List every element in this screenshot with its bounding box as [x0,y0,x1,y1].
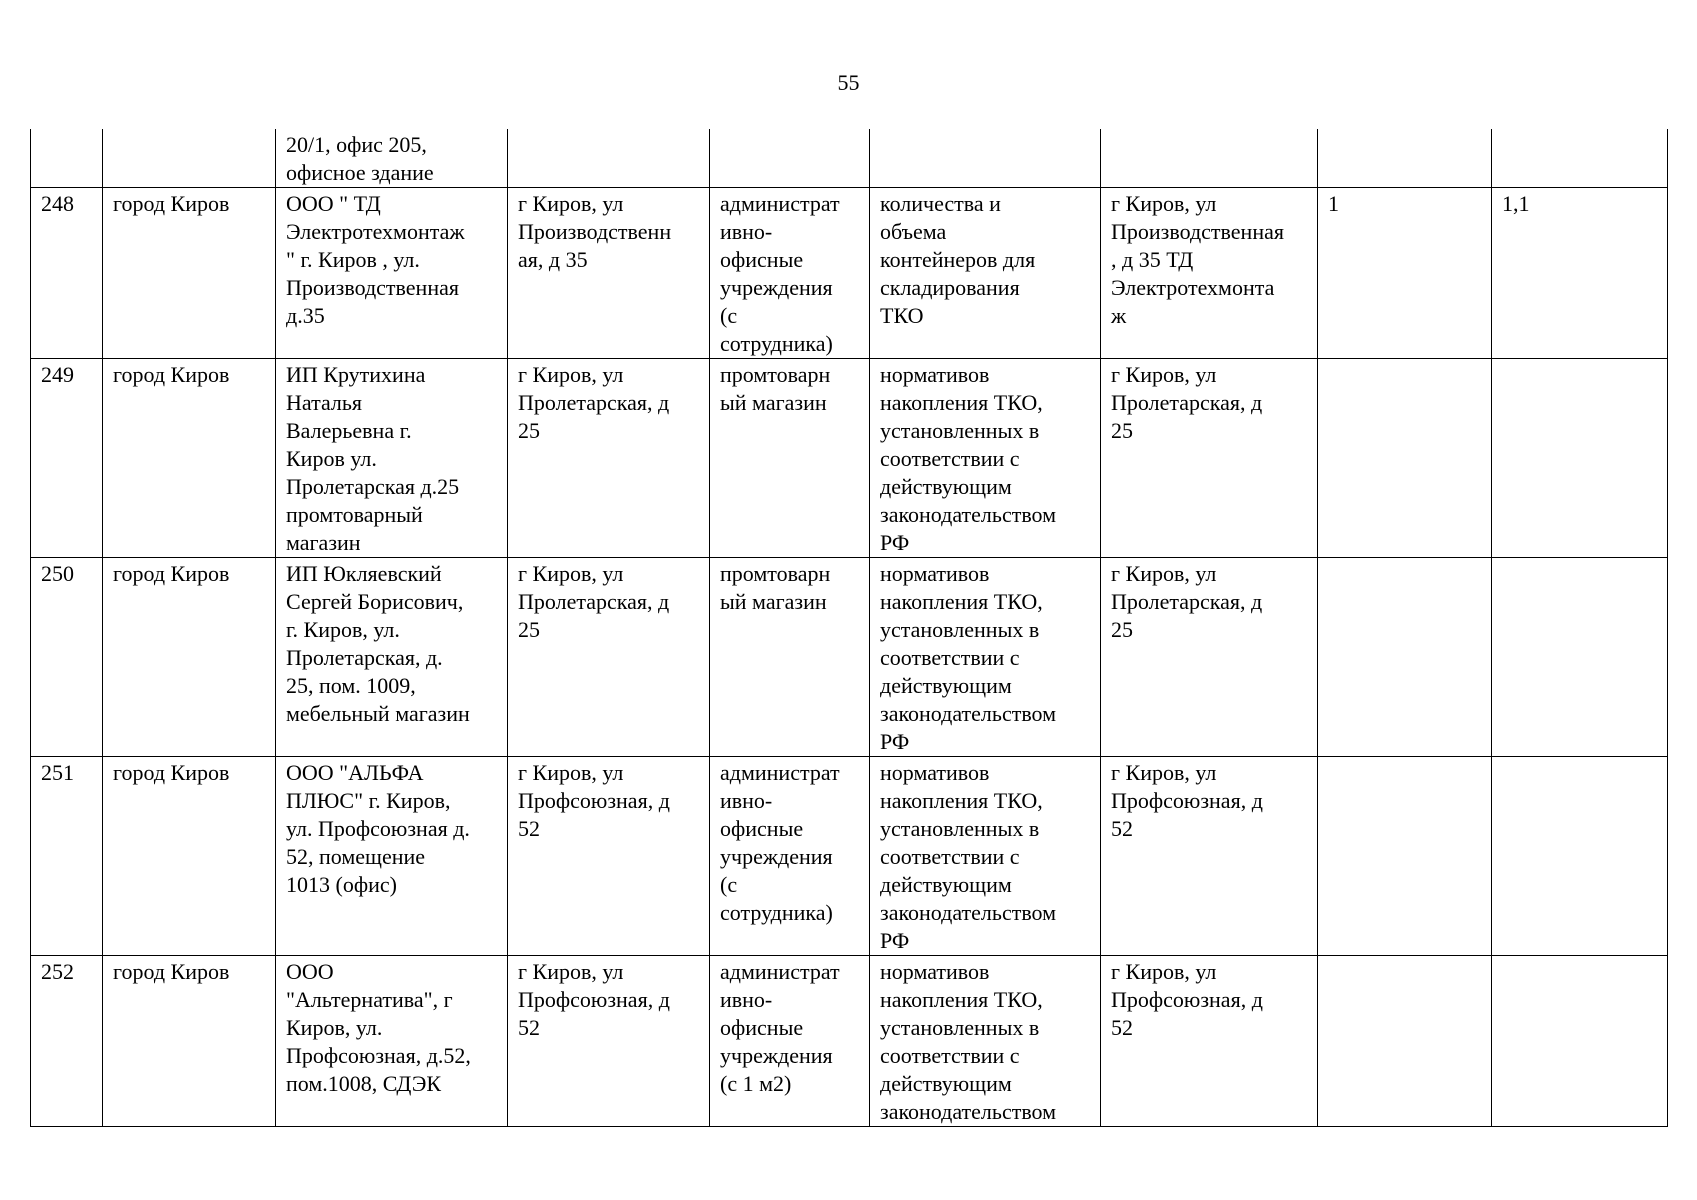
cell-waste-generator: ИП Крутихина Наталья Валерьевна г. Киров ул. Пролетарская д.25 промтоварный магазин [276,359,508,558]
cell-basis [870,129,1101,188]
cell-containers [1318,129,1492,188]
cell-waste-generator: ООО "АЛЬФА ПЛЮС" г. Киров, ул. Профсоюзная д. 52, помещение 1013 (офис) [276,757,508,956]
cell-waste-generator: ООО " ТД Электротехмонтаж " г. Киров , ул. Производственная д.35 [276,188,508,359]
cell-municipality: город Киров [103,956,276,1127]
cell-site: г Киров, ул Пролетарская, д 25 [1101,558,1318,757]
cell-site: г Киров, ул Профсоюзная, д 52 [1101,757,1318,956]
cell-activity: администрат ивно- офисные учреждения (с 1 м2) [710,956,870,1127]
cell-site: г Киров, ул Профсоюзная, д 52 [1101,956,1318,1127]
cell-activity: промтоварн ый магазин [710,558,870,757]
cell-number: 248 [31,188,103,359]
cell-site: г Киров, ул Пролетарская, д 25 [1101,359,1318,558]
cell-volume [1492,757,1668,956]
cell-address: г Киров, ул Производственн ая, д 35 [508,188,710,359]
cell-basis: нормативов накопления ТКО, установленных в соответствии с действующим законодательством РФ [870,757,1101,956]
cell-waste-generator: ИП Юкляевский Сергей Борисович, г. Киров, ул. Пролетарская, д. 25, пом. 1009, мебельный магазин [276,558,508,757]
table-row [31,129,1668,188]
cell-number [31,129,103,188]
cell-basis: количества и объема контейнеров для складирования ТКО [870,188,1101,359]
cell-municipality [103,129,276,188]
cell-address: г Киров, ул Пролетарская, д 25 [508,558,710,757]
cell-address [508,129,710,188]
cell-waste-generator: 20/1, офис 205, офисное здание [276,129,508,188]
cell-basis: нормативов накопления ТКО, установленных в соответствии с действующим законодательством РФ [870,558,1101,757]
cell-basis: нормативов накопления ТКО, установленных в соответствии с действующим законодательством [870,956,1101,1127]
table-row [31,188,1668,359]
cell-address: г Киров, ул Пролетарская, д 25 [508,359,710,558]
cell-municipality: город Киров [103,188,276,359]
cell-volume [1492,129,1668,188]
cell-activity: администрат ивно- офисные учреждения (с сотрудника) [710,188,870,359]
table-row [31,558,1668,757]
cell-waste-generator: ООО "Альтернатива", г Киров, ул. Профсоюзная, д.52, пом.1008, СДЭК [276,956,508,1127]
cell-containers [1318,956,1492,1127]
cell-municipality: город Киров [103,757,276,956]
cell-containers [1318,558,1492,757]
cell-site [1101,129,1318,188]
cell-volume [1492,359,1668,558]
cell-site: г Киров, ул Производственная , д 35 ТД Электротехмонта ж [1101,188,1318,359]
cell-basis: нормативов накопления ТКО, установленных в соответствии с действующим законодательством РФ [870,359,1101,558]
cell-containers [1318,359,1492,558]
cell-activity [710,129,870,188]
cell-activity: администрат ивно- офисные учреждения (с сотрудника) [710,757,870,956]
cell-containers [1318,757,1492,956]
table-row [31,359,1668,558]
cell-number: 251 [31,757,103,956]
table-row [31,757,1668,956]
cell-volume [1492,956,1668,1127]
cell-municipality: город Киров [103,359,276,558]
table-row [31,956,1668,1127]
cell-number: 250 [31,558,103,757]
page-number: 55 [837,70,860,95]
cell-volume: 1,1 [1492,188,1668,359]
cell-number: 249 [31,359,103,558]
cell-number: 252 [31,956,103,1127]
registry-table [30,129,1668,1127]
cell-containers: 1 [1318,188,1492,359]
cell-address: г Киров, ул Профсоюзная, д 52 [508,757,710,956]
cell-address: г Киров, ул Профсоюзная, д 52 [508,956,710,1127]
cell-activity: промтоварн ый магазин [710,359,870,558]
cell-municipality: город Киров [103,558,276,757]
cell-volume [1492,558,1668,757]
